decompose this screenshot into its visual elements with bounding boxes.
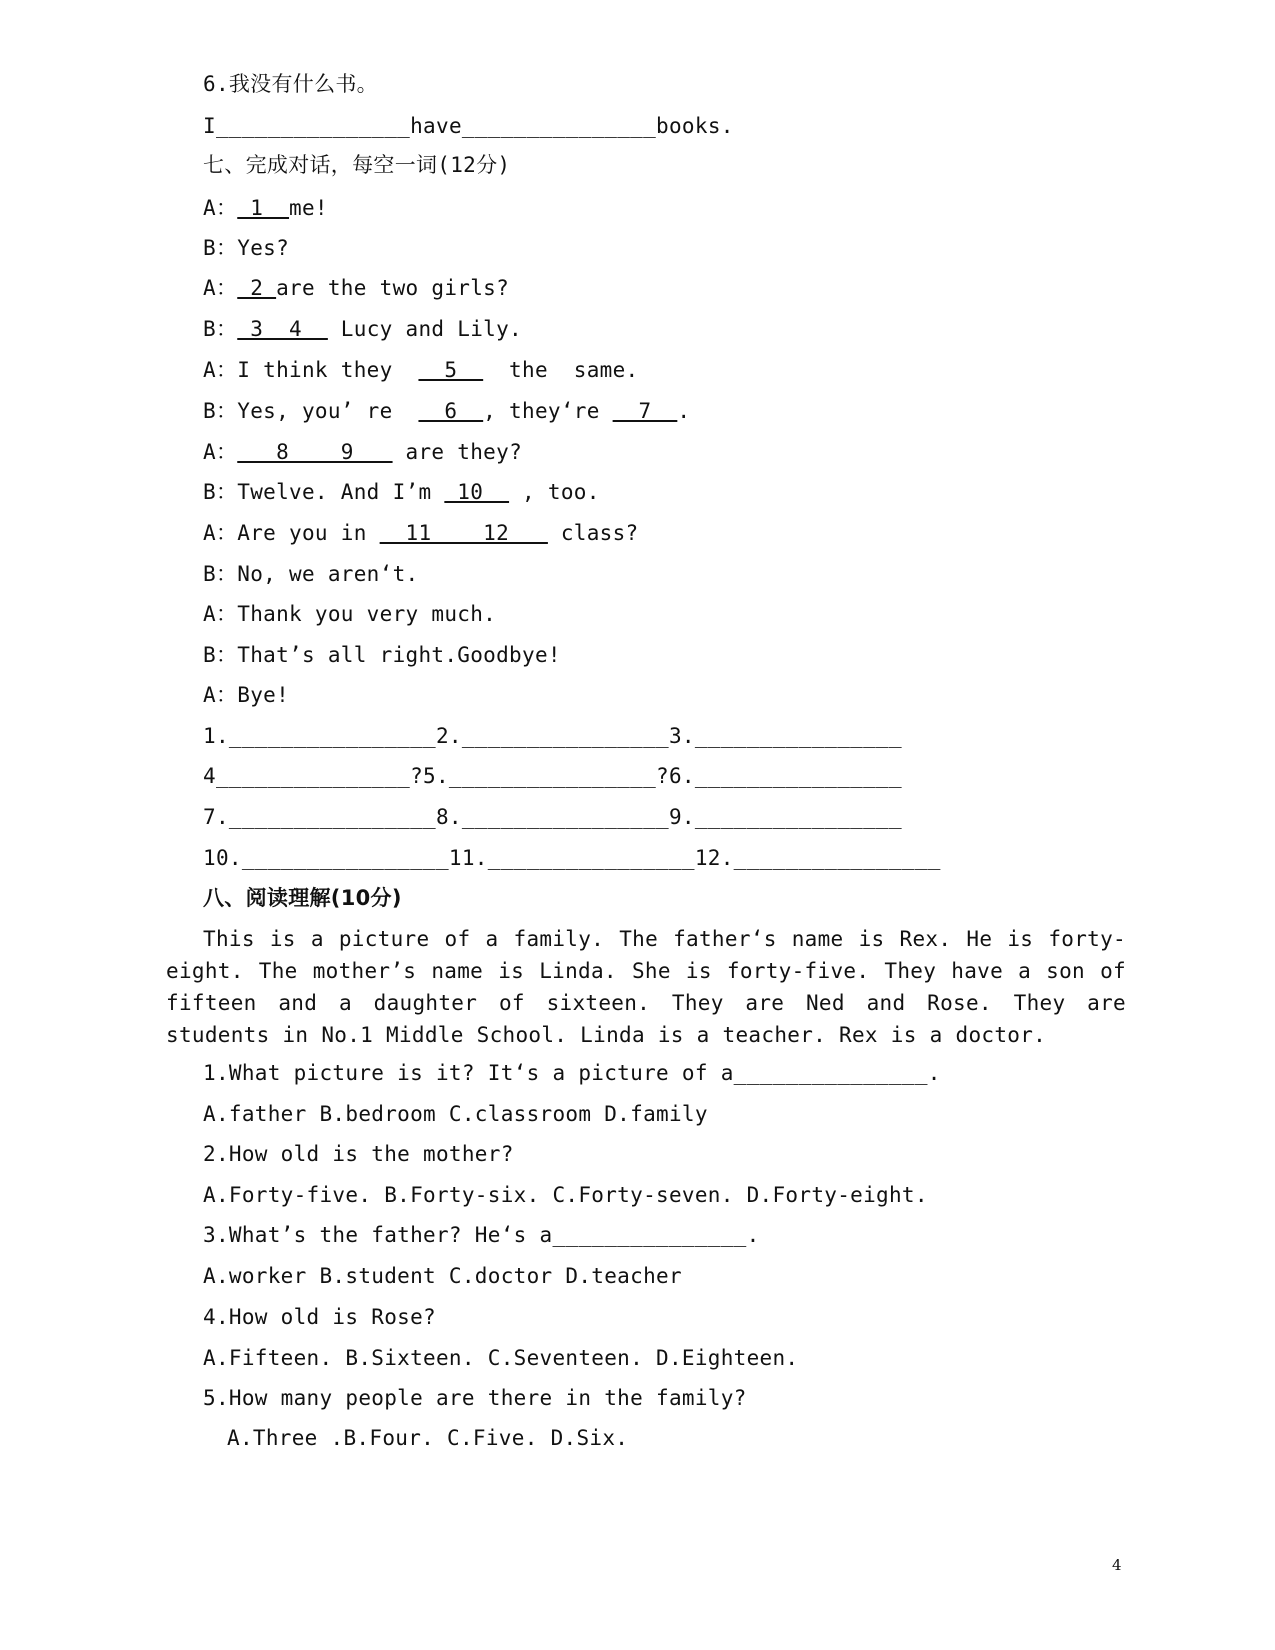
dialogue-line bbox=[203, 399, 690, 423]
dialogue-line bbox=[203, 196, 328, 220]
question-text: 3.What’s the father? He‘s a_______________. bbox=[203, 1223, 760, 1247]
dialogue-text: Yes, you’ re bbox=[237, 399, 419, 423]
question-text: 4.How old is Rose? bbox=[203, 1305, 436, 1329]
dialogue-speaker: B： bbox=[203, 480, 238, 504]
dialogue-text: are the two girls? bbox=[276, 276, 510, 300]
q6-blank-2: _______________ bbox=[461, 114, 657, 138]
dialogue-text: , too. bbox=[509, 480, 600, 504]
question-text: 2.How old is the mother? bbox=[203, 1142, 514, 1166]
answer-line: 10.________________11.________________12.________________ bbox=[203, 846, 941, 870]
dialogue-text: Thank you very much. bbox=[237, 602, 497, 626]
question-options: A.father B.bedroom C.classroom D.family bbox=[203, 1102, 708, 1126]
section-7-title: 七、完成对话，每空一词(12分) bbox=[203, 153, 511, 177]
dialogue-line bbox=[203, 236, 289, 260]
dialogue-blank: 1 bbox=[237, 196, 290, 220]
reading-passage: This is a picture of a family. The father‘s name is Rex. He is forty-eight. The mother’s name is Linda. She is forty-five. They have a son of fifteen and a daughter of sixteen. They are Ned and Rose. They are students in No.1 Middle School. Linda is a teacher. Rex is a doctor. bbox=[166, 927, 1126, 1047]
dialogue-line bbox=[203, 521, 639, 545]
dialogue-line bbox=[203, 358, 639, 382]
section-8-title: 八、阅读理解(10分) bbox=[203, 886, 402, 910]
dialogue-text: me! bbox=[289, 196, 328, 220]
dialogue-line bbox=[203, 602, 496, 626]
q6-word-have: have bbox=[410, 114, 462, 138]
page-number: 4 bbox=[1112, 1556, 1122, 1574]
dialogue-blank: 5 bbox=[418, 358, 484, 382]
dialogue-blank: 2 bbox=[237, 276, 277, 300]
question-options: A.worker B.student C.doctor D.teacher bbox=[203, 1264, 682, 1288]
dialogue-text: . bbox=[677, 399, 691, 423]
dialogue-blank: 8 9 bbox=[237, 440, 393, 464]
question-text: 1.What picture is it? It‘s a picture of a_______________. bbox=[203, 1061, 941, 1085]
dialogue-speaker: A： bbox=[203, 521, 238, 545]
dialogue-line bbox=[203, 317, 522, 341]
dialogue-line bbox=[203, 480, 600, 504]
question-options: A.Three .B.Four. C.Five. D.Six. bbox=[227, 1426, 629, 1450]
dialogue-text: Are you in bbox=[237, 521, 380, 545]
dialogue-text: Lucy and Lily. bbox=[327, 317, 523, 341]
dialogue-blank: 7 bbox=[612, 399, 678, 423]
dialogue-speaker: B： bbox=[203, 562, 238, 586]
dialogue-text: Bye! bbox=[237, 683, 290, 707]
dialogue-speaker: A： bbox=[203, 440, 238, 464]
dialogue-text: class? bbox=[547, 521, 639, 545]
dialogue-speaker: B： bbox=[203, 399, 238, 423]
dialogue-line bbox=[203, 683, 289, 707]
dialogue-speaker: B： bbox=[203, 643, 238, 667]
dialogue-text: No, we aren‘t. bbox=[237, 562, 419, 586]
dialogue-speaker: A： bbox=[203, 196, 238, 220]
question-options: A.Forty-five. B.Forty-six. C.Forty-seven. D.Forty-eight. bbox=[203, 1183, 928, 1207]
dialogue-speaker: B： bbox=[203, 317, 238, 341]
dialogue-line bbox=[203, 562, 418, 586]
answer-line: 7.________________8.________________9.________________ bbox=[203, 805, 902, 829]
dialogue-blank: 3 4 bbox=[237, 317, 328, 341]
dialogue-blank: 6 bbox=[418, 399, 484, 423]
dialogue-speaker: A： bbox=[203, 358, 238, 382]
dialogue-text: , they‘re bbox=[483, 399, 613, 423]
dialogue-line bbox=[203, 276, 509, 300]
question-options: A.Fifteen. B.Sixteen. C.Seventeen. D.Eighteen. bbox=[203, 1346, 799, 1370]
dialogue-speaker: A： bbox=[203, 276, 238, 300]
question-text: 5.How many people are there in the family? bbox=[203, 1386, 747, 1410]
dialogue-text: Twelve. And I’m bbox=[237, 480, 445, 504]
q6-blank-1: _______________ bbox=[215, 114, 411, 138]
dialogue-speaker: A： bbox=[203, 602, 238, 626]
dialogue-line bbox=[203, 643, 561, 667]
question-6-chinese: 6.我没有什么书。 bbox=[203, 72, 378, 96]
dialogue-speaker: B： bbox=[203, 236, 238, 260]
dialogue-speaker: A： bbox=[203, 683, 238, 707]
answer-line: 1.________________2.________________3.________________ bbox=[203, 724, 902, 748]
dialogue-line bbox=[203, 440, 522, 464]
dialogue-text: Yes? bbox=[237, 236, 290, 260]
q6-word-books: books. bbox=[656, 114, 734, 138]
dialogue-text: the same. bbox=[483, 358, 639, 382]
dialogue-text: I think they bbox=[237, 358, 419, 382]
dialogue-blank: 10 bbox=[444, 480, 510, 504]
q6-word-i: I bbox=[203, 114, 216, 138]
question-6-english bbox=[203, 114, 734, 138]
answer-line: 4_______________?5.________________?6.________________ bbox=[203, 764, 902, 788]
dialogue-text: are they? bbox=[392, 440, 523, 464]
dialogue-blank: 11 12 bbox=[379, 521, 548, 545]
dialogue-text: That’s all right.Goodbye! bbox=[237, 643, 561, 667]
